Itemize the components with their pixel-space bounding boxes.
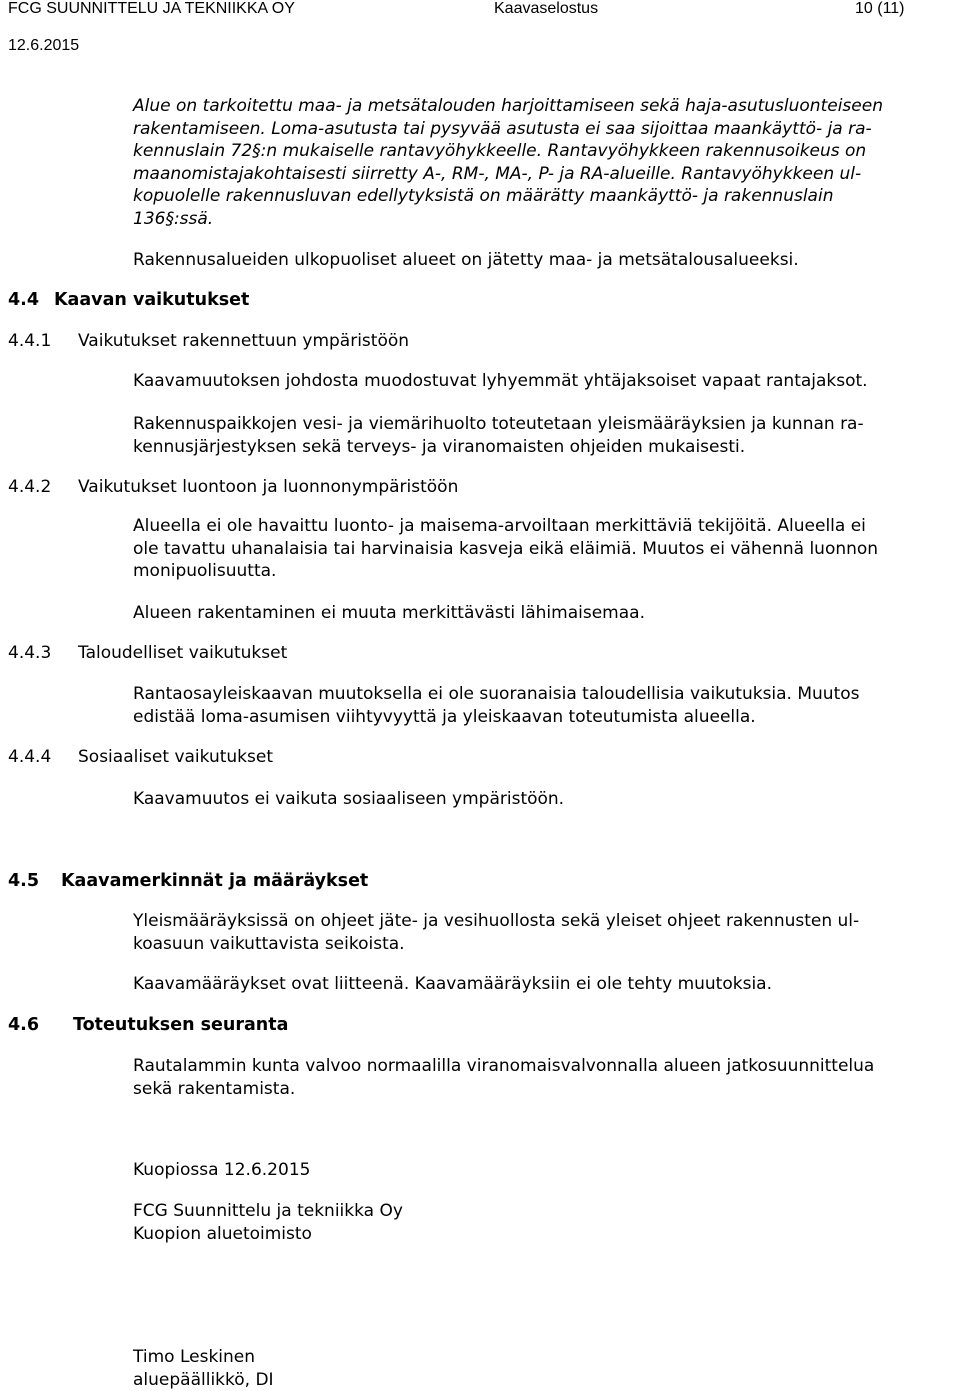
text-line: kennusjärjestyksen sekä terveys- ja viranomaisten ohjeiden mukaisesti. xyxy=(133,436,746,457)
section-number: 4.4 xyxy=(8,290,40,310)
signatory-name: Timo Leskinen xyxy=(133,1347,256,1367)
text-line: Alue on tarkoitettu maa- ja metsätalouden harjoittamiseen sekä haja-asutusluonteiseen xyxy=(133,96,883,116)
text-line: Rantaosayleiskaavan muutoksella ei ole suoranaisia taloudellisia vaikutuksia. Muutos xyxy=(133,684,860,704)
section-heading-4-4-2 xyxy=(8,476,458,498)
section-number: 4.4.3 xyxy=(8,643,52,663)
section-number: 4.6 xyxy=(8,1015,40,1035)
section-title: Kaavamerkinnät ja määräykset xyxy=(61,871,369,891)
paragraph xyxy=(133,788,945,811)
header-doc-type: Kaavaselostus xyxy=(494,0,599,17)
text-line: koasuun vaikuttavista seikoista. xyxy=(133,933,405,954)
intro-paragraph xyxy=(133,95,945,231)
text-line: Kuopiossa 12.6.2015 xyxy=(133,1160,311,1180)
paragraph xyxy=(133,515,945,583)
intro-plain-paragraph xyxy=(133,249,945,272)
section-number: 4.5 xyxy=(8,871,40,891)
section-number: 4.4.2 xyxy=(8,477,52,497)
section-title: Sosiaaliset vaikutukset xyxy=(78,747,274,767)
signatory-role: aluepäällikkö, DI xyxy=(133,1369,274,1390)
paragraph xyxy=(133,413,945,458)
organization xyxy=(133,1200,945,1245)
section-heading-4-4-3 xyxy=(8,642,287,664)
text-line: Alueella ei ole havaittu luonto- ja maisema-arvoiltaan merkittäviä tekijöitä. Alueella ei xyxy=(133,516,866,536)
section-heading-4-4 xyxy=(8,289,249,311)
text-line: rakentamiseen. Loma-asutusta tai pysyvää asutusta ei saa sijoittaa maankäyttö- ja ra- xyxy=(133,118,872,139)
section-title: Vaikutukset rakennettuun ympäristöön xyxy=(78,331,410,351)
section-title: Toteutuksen seuranta xyxy=(73,1015,289,1035)
section-title: Taloudelliset vaikutukset xyxy=(78,643,288,663)
section-number: 4.4.1 xyxy=(8,331,52,351)
text-line: ole tavattu uhanalaisia tai harvinaisia kasveja eikä eläimiä. Muutos ei vähennä luonnon xyxy=(133,538,879,559)
header-company: FCG SUUNNITTELU JA TEKNIIKKA OY xyxy=(8,0,295,17)
text-line: Rakennusalueiden ulkopuoliset alueet on jätetty maa- ja metsätalousalueeksi. xyxy=(133,250,799,270)
section-heading-4-4-1 xyxy=(8,330,409,352)
text-line: sekä rakentamista. xyxy=(133,1078,296,1099)
section-heading-4-4-4 xyxy=(8,746,273,768)
header-date: 12.6.2015 xyxy=(8,37,80,54)
text-line: Rakennuspaikkojen vesi- ja viemärihuolto toteutetaan yleismääräyksien ja kunnan ra- xyxy=(133,414,864,434)
text-line: Alueen rakentaminen ei muuta merkittävästi lähimaisemaa. xyxy=(133,603,645,623)
text-line: FCG Suunnittelu ja tekniikka Oy xyxy=(133,1201,403,1221)
paragraph xyxy=(133,370,945,393)
place-date xyxy=(133,1159,945,1182)
paragraph xyxy=(133,683,945,728)
text-line: kopuolelle rakennusluvan edellytyksistä on määrätty maankäyttö- ja rakennuslain xyxy=(133,186,834,207)
paragraph xyxy=(133,973,945,996)
section-heading-4-5 xyxy=(8,870,368,892)
text-line: Yleismääräyksissä on ohjeet jäte- ja vesihuollosta sekä yleiset ohjeet rakennusten ul- xyxy=(133,911,860,931)
section-heading-4-6 xyxy=(8,1014,288,1036)
paragraph xyxy=(133,602,945,625)
paragraph xyxy=(133,1055,945,1100)
section-number: 4.4.4 xyxy=(8,747,52,767)
text-line: Kuopion aluetoimisto xyxy=(133,1223,312,1244)
paragraph xyxy=(133,910,945,955)
text-line: monipuolisuutta. xyxy=(133,561,277,582)
section-title: Kaavan vaikutukset xyxy=(54,290,250,310)
text-line: maanomistajakohtaisesti siirretty A-, RM-, MA-, P- ja RA-alueille. Rantavyöhykkeen ul- xyxy=(133,163,862,184)
text-line: 136§:ssä. xyxy=(133,208,214,229)
header-page-number: 10 (11) xyxy=(855,0,905,17)
text-line: Kaavamuutoksen johdosta muodostuvat lyhyemmät yhtäjaksoiset vapaat rantajaksot. xyxy=(133,371,868,391)
text-line: Kaavamuutos ei vaikuta sosiaaliseen ympäristöön. xyxy=(133,789,565,809)
section-title: Vaikutukset luontoon ja luonnonympäristöön xyxy=(78,477,459,497)
text-line: edistää loma-asumisen viihtyvyyttä ja yleiskaavan toteutumista alueella. xyxy=(133,706,756,727)
text-line: Kaavamääräykset ovat liitteenä. Kaavamääräyksiin ei ole tehty muutoksia. xyxy=(133,974,772,994)
text-line: kennuslain 72§:n mukaiselle rantavyöhykkeelle. Rantavyöhykkeen rakennusoikeus on xyxy=(133,141,867,162)
signatory xyxy=(133,1346,945,1391)
text-line: Rautalammin kunta valvoo normaalilla viranomaisvalvonnalla alueen jatkosuunnittelua xyxy=(133,1056,875,1076)
